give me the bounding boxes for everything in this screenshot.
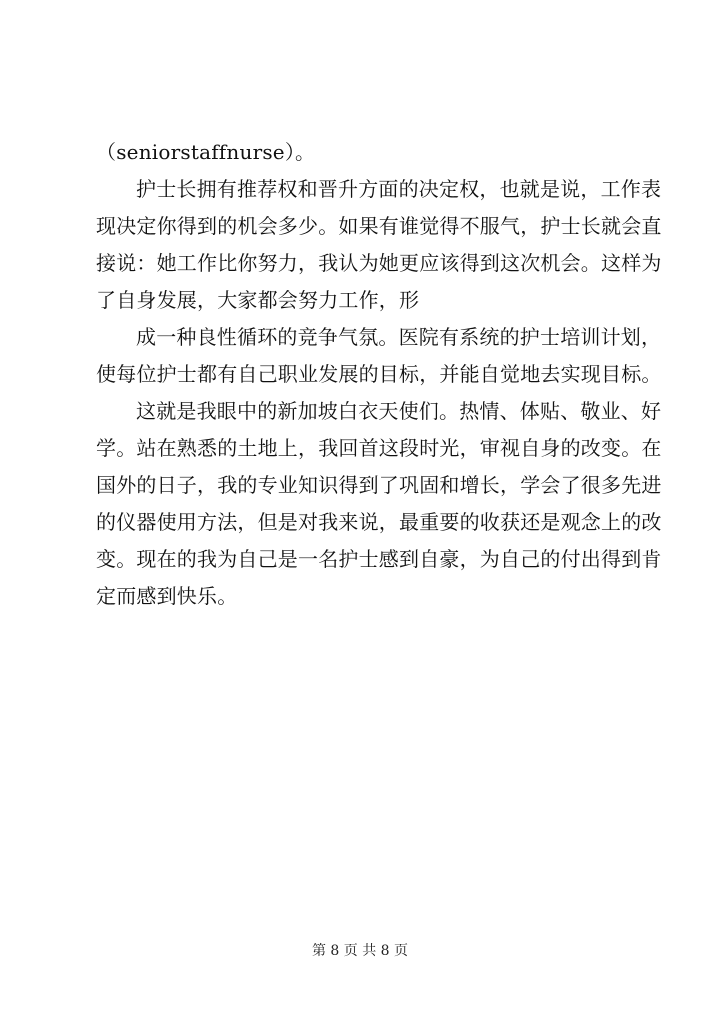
page-number-footer: 第 8 页 共 8 页	[311, 943, 409, 959]
text-line: 的仪器使用方法，但是对我来说，最重要的收获还是观念上的改	[96, 510, 662, 534]
text-line: 使每位护士都有自己职业发展的目标，并能自觉地去实现目标。	[96, 362, 662, 386]
text-line: 定而感到快乐。	[96, 584, 238, 608]
text-line: 国外的日子，我的专业知识得到了巩固和增长，学会了很多先进	[96, 473, 662, 497]
text-line: 现决定你得到的机会多少。如果有谁觉得不服气，护士长就会直	[96, 214, 662, 238]
text-line: 了自身发展，大家都会努力工作，形	[96, 288, 420, 312]
document-body	[96, 134, 696, 615]
paragraph-first-line: 护士长拥有推荐权和晋升方面的决定权，也就是说，工作表	[136, 177, 662, 201]
paragraph-first-line: 这就是我眼中的新加坡白衣天使们。热情、体贴、敬业、好	[136, 399, 662, 423]
paragraph-first-line: 成一种良性循环的竞争气氛。医院有系统的护士培训计划，	[136, 325, 662, 349]
text-line: 接说：她工作比你努力，我认为她更应该得到这次机会。这样为	[96, 251, 662, 275]
text-line: 变。现在的我为自己是一名护士感到自豪，为自己的付出得到肯	[96, 547, 662, 571]
text-line: （seniorstaffnurse）。	[96, 140, 316, 164]
text-line: 学。站在熟悉的土地上，我回首这段时光，审视自身的改变。在	[96, 436, 662, 460]
